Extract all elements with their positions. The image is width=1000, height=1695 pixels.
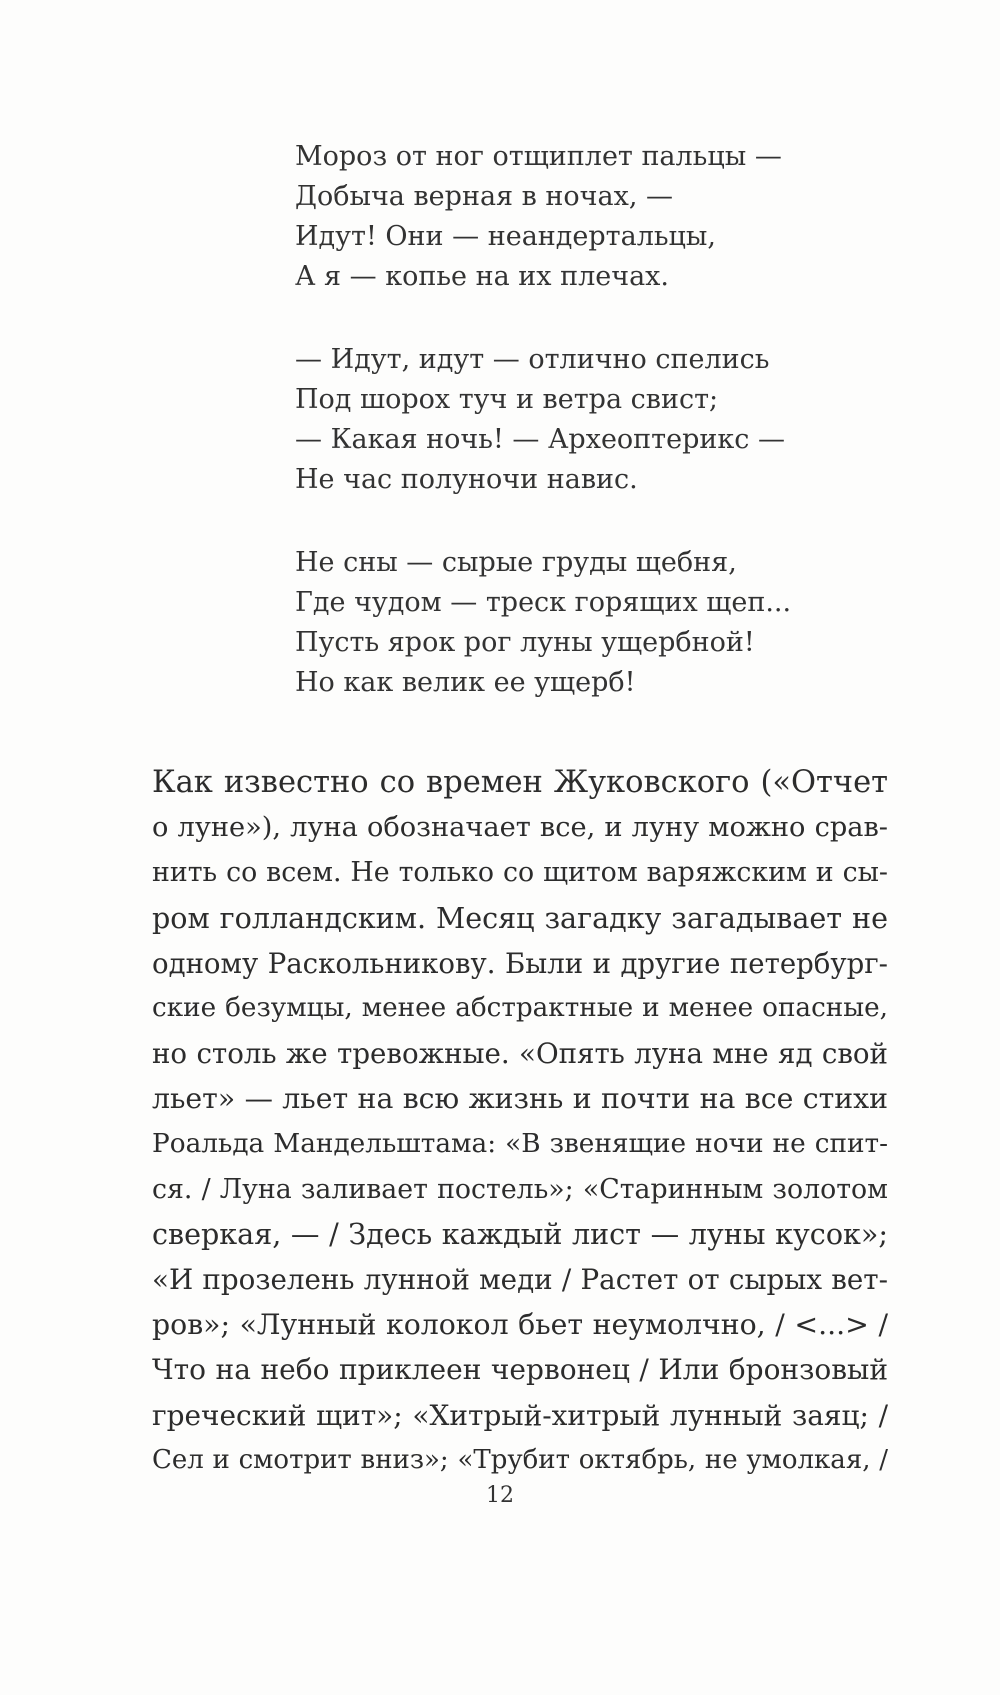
poem-line: Добыча верная в ночах, — <box>295 181 674 212</box>
poem-line: — Какая ночь! — Археоптерикс — <box>295 424 785 455</box>
prose-line: ские безумцы, менее абстрактные и менее опасные, <box>152 992 888 1023</box>
poem-stanza-3 <box>295 543 815 703</box>
poem-stanza-2 <box>295 340 815 500</box>
poem-line: Идут! Они — неандертальцы, <box>295 221 716 252</box>
prose-line: одному Раскольникову. Были и другие петербург- <box>152 946 888 980</box>
poem <box>295 137 815 703</box>
page-number: 12 <box>486 1483 514 1508</box>
prose-line: нить со всем. Не только со щитом варяжским и сы- <box>152 857 888 889</box>
prose-line: ся. / Луна заливает постель»; «Старинным золотом <box>152 1173 888 1205</box>
poem-line: Где чудом — треск горящих щеп... <box>295 587 792 618</box>
prose-line: греческий щит»; «Хитрый-хитрый лунный заяц; / <box>152 1398 888 1432</box>
prose-line: Роальда Мандельштама: «В звенящие ночи не спит- <box>152 1128 888 1159</box>
prose-line: но столь же тревожные. «Опять луна мне яд свой <box>152 1037 888 1071</box>
poem-stanza-1 <box>295 137 815 297</box>
poem-line: Мороз от ног отщиплет пальцы — <box>295 141 782 172</box>
prose-line: о луне»), луна обозначает все, и луну можно срав- <box>152 812 888 844</box>
poem-line: — Идут, идут — отлично спелись <box>295 344 770 375</box>
poem-line: Под шорох туч и ветра свист; <box>295 384 719 415</box>
poem-line: Не сны — сырые груды щебня, <box>295 547 737 578</box>
prose-line: Как известно со времен Жуковского («Отчет <box>152 765 888 800</box>
prose-line: ров»; «Лунный колокол бьет неумолчно, / <...> / <box>152 1308 888 1342</box>
poem-line: А я — копье на их плечах. <box>295 261 669 292</box>
poem-line: Но как велик ее ущерб! <box>295 667 636 698</box>
poem-line: Пусть ярок рог луны ущербной! <box>295 627 755 658</box>
prose-line: льет» — льет на всю жизнь и почти на все стихи <box>152 1082 888 1116</box>
prose-line: Сел и смотрит вниз»; «Трубит октябрь, не умолкая, / <box>152 1444 888 1475</box>
prose-line: Что на небо приклеен червонец / Или бронзовый <box>152 1353 888 1387</box>
poem-line: Не час полуночи навис. <box>295 464 638 495</box>
prose-line: ром голландским. Месяц загадку загадывает не <box>152 900 888 935</box>
prose-line: сверкая, — / Здесь каждый лист — луны кусок»; <box>152 1216 888 1251</box>
prose-paragraph <box>152 760 888 1483</box>
prose-line: «И прозелень лунной меди / Растет от сырых вет- <box>152 1263 888 1297</box>
